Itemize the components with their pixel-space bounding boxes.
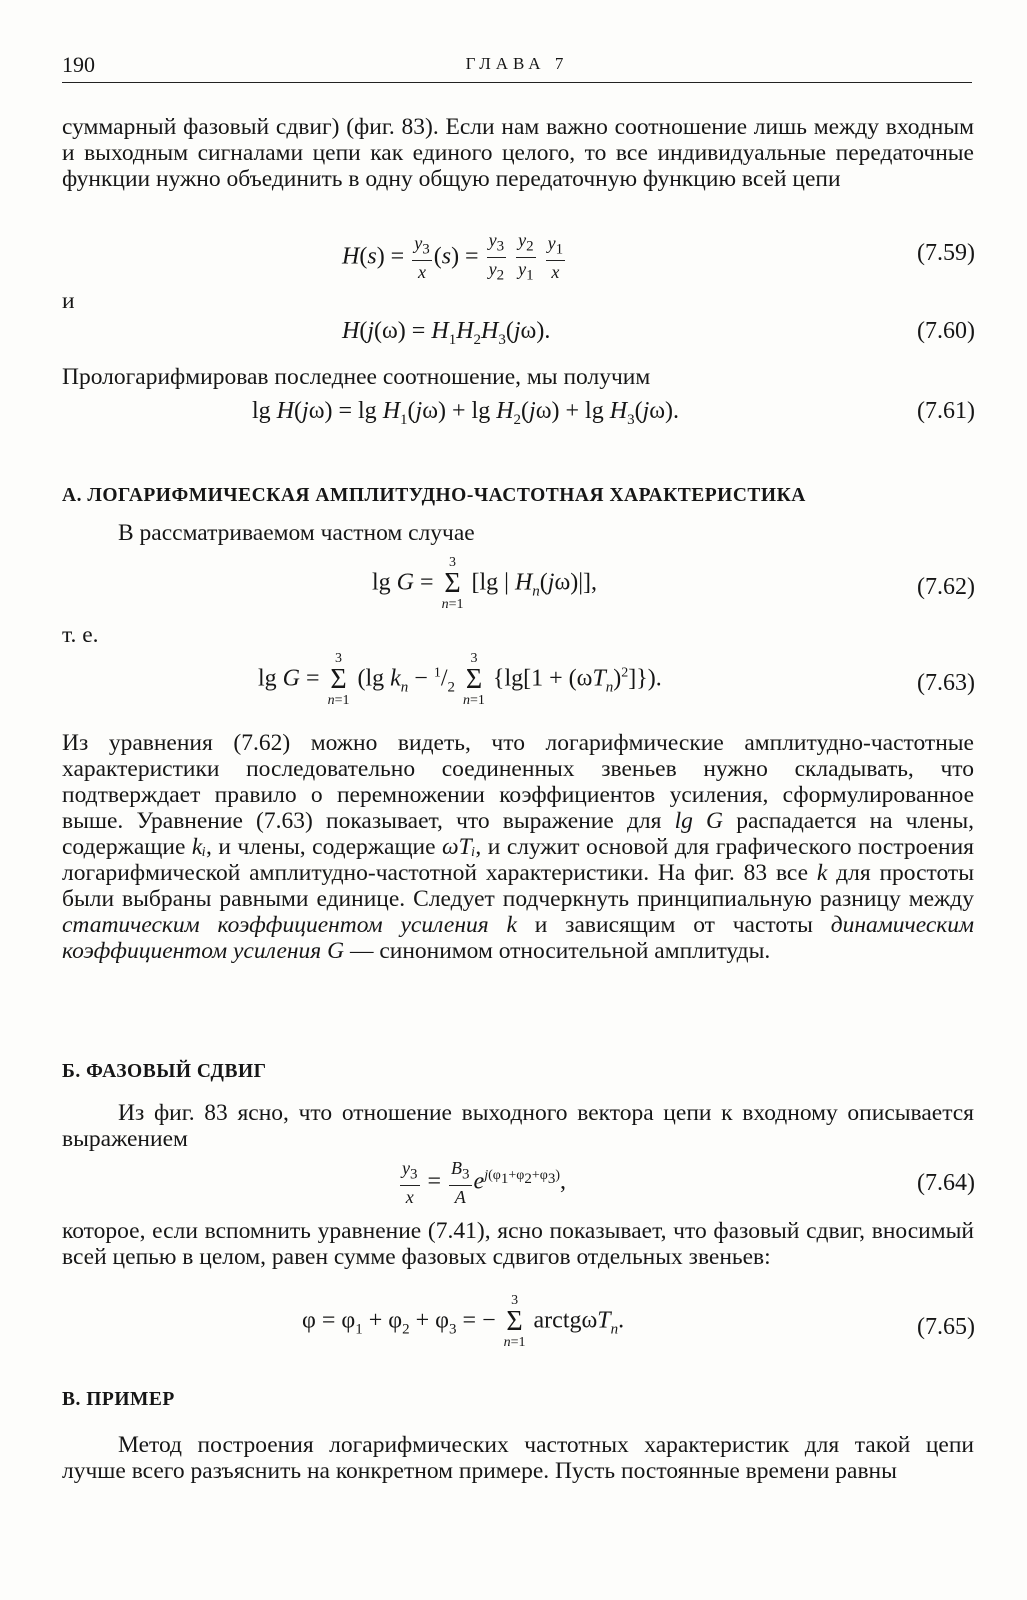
equation-7-62: lg G = 3 Σ n=1 [lg | $H_n(j\omega)|$], bbox=[372, 555, 598, 612]
equation-number-7-61: (7.61) bbox=[917, 398, 975, 424]
page-number: 190 bbox=[62, 52, 95, 77]
equation-number-7-65: (7.65) bbox=[917, 1314, 975, 1340]
paragraph-phase: которое, если вспомнить уравнение (7.41), ясно показывает, что фазовый сдвиг, вносимый всей цепью в целом, равен сумме фазовых сдвигов отдельных звеньев: bbox=[62, 1218, 974, 1270]
equation-number-7-62: (7.62) bbox=[917, 574, 975, 600]
paragraph-logarithm: Прологарифмировав последнее соотношение, мы получим bbox=[62, 364, 651, 390]
word-and: и bbox=[62, 288, 75, 314]
section-heading-a: А. ЛОГАРИФМИЧЕСКАЯ АМПЛИТУДНО-ЧАСТОТНАЯ ХАРАКТЕРИСТИКА bbox=[62, 485, 806, 506]
paragraph-example: Метод построения логарифмических частотных характеристик для такой цепи лучше всего разъяснить на конкретном примере. Пусть постоянные времени равны bbox=[62, 1432, 974, 1484]
equation-number-7-59: (7.59) bbox=[917, 240, 975, 266]
section-heading-b: Б. ФАЗОВЫЙ СДВИГ bbox=[62, 1061, 267, 1082]
paragraph-case: В рассматриваемом частном случае bbox=[118, 520, 475, 546]
word-ie: т. е. bbox=[62, 622, 99, 648]
equation-7-61: $\lg H(j\omega) = \lg H_1(j\omega) + \lg H_2(j\omega) + \lg H_3(j\omega)$. bbox=[252, 398, 680, 428]
equation-number-7-64: (7.64) bbox=[917, 1170, 975, 1196]
equation-number-7-60: (7.60) bbox=[917, 318, 975, 344]
page-header bbox=[62, 52, 972, 83]
equation-7-65: $\varphi = \varphi_1 + \varphi_2 + \varphi_3$ = − 3 Σ n=1 arctgωT$_n$. bbox=[302, 1293, 625, 1350]
paragraph-discussion: Из уравнения (7.62) можно видеть, что логарифмические амплитудно-частотные характеристики последовательно соединенных звеньев нужно складывать, что подтверждает правило о перемножении коэффициентов усиления, сформулированное выше. Уравнение (7.63) показывает, что выражение для lg G распадается на члены, содержащие kᵢ, и члены, содержащие ωTᵢ, и служит основой для графического построения логарифмической амплитудно-частотной характеристики. На фиг. 83 все k для простоты были выбраны равными единице. Следует подчеркнуть принципиальную разницу между статическим коэффициентом усиления k и зависящим от частоты динамическим коэффициентом усиления G — синонимом относительной амплитуды. bbox=[62, 730, 975, 964]
equation-7-60: $H(j(\omega) = H_1H_2H_3(j\omega)$. bbox=[342, 318, 551, 348]
section-heading-c: В. ПРИМЕР bbox=[62, 1389, 175, 1410]
equation-7-59: H(s) = $\frac{y_3}{x}$ (s) = $\frac{y_3}{y_2}$ $\frac{y_2}{y_1}$ $\frac{y_1}{x}$ bbox=[342, 230, 564, 284]
running-head: ГЛАВА 7 bbox=[465, 54, 569, 73]
equation-number-7-63: (7.63) bbox=[917, 670, 975, 696]
paragraph-intro: суммарный фазовый сдвиг) (фиг. 83). Если нам важно соотношение лишь между входным и выходным сигналами цепи как единого целого, то все индивидуальные передаточные функции нужно объединить в одну общую передаточную функцию всей цепи bbox=[62, 114, 974, 192]
equation-7-63: lg G = 3 Σ n=1 (lg $k_n - ^1/_2$ 3 Σ n=1 $\{\lg[1 + (\omega T_n)^2]\}$). bbox=[258, 651, 662, 708]
equation-7-64: $\frac{y_3}{x}$ = $\frac{B_3}{A}$ $e^{j(\varphi_1+\varphi_2+\varphi_3)}$, bbox=[402, 1158, 566, 1207]
paragraph-figure: Из фиг. 83 ясно, что отношение выходного вектора цепи к входному описывается выражением bbox=[62, 1100, 974, 1152]
